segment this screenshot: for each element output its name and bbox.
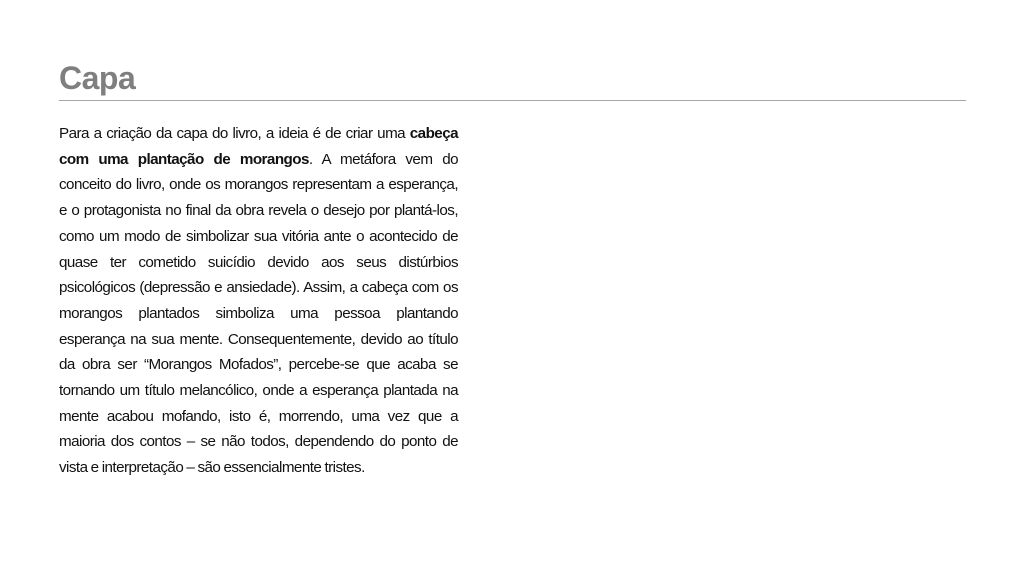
body-text-bold: cabeça com uma plantação de morangos bbox=[59, 125, 458, 168]
slide-title: Capa bbox=[59, 60, 136, 96]
body-paragraph bbox=[59, 121, 458, 481]
body-text-part-1: Para a criação da capa do livro, a ideia é de criar uma bbox=[59, 125, 410, 142]
body-text-part-2: . A metáfora vem do conceito do livro, onde os morangos representam a esperança, e o protagonista no final da obra revela o desejo por plantá-los, como um modo de simbolizar sua vitória ante o acontecido de quase ter cometido suicídio devido aos seus distúrbios psicológicos (depressão e ansiedade). Assim, a cabeça com os morangos plantados simboliza uma pessoa plantando esperança na sua mente. Consequentemente, devido ao título da obra ser “Morangos Mofados”, percebe-se que acaba se tornando um título melancólico, onde a esperança plantada na mente acabou mofando, isto é, morrendo, uma vez que a maioria dos contos – se não todos, dependendo do ponto de vista e interpretação – são essencialmente tristes. bbox=[59, 150, 459, 477]
title-divider bbox=[59, 100, 966, 101]
